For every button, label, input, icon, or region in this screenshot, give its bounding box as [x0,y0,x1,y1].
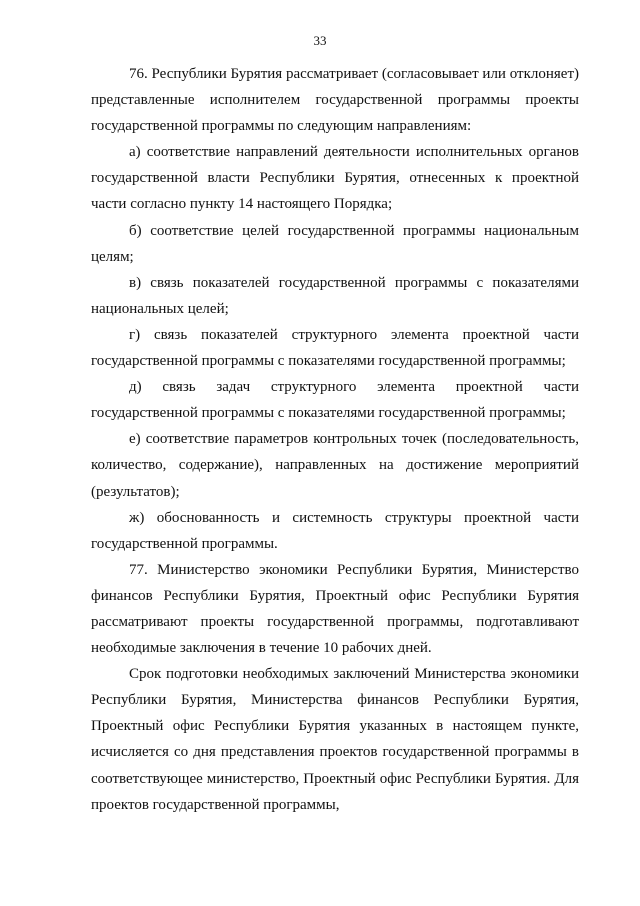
document-body [91,61,579,818]
item-v: в) связь показателей государственной программы с показателями национальных целей; [91,274,579,317]
item-g: г) связь показателей структурного элемента проектной части государственной программы с показателями государственной программы; [91,326,579,370]
paragraph-76: 76. Республики Бурятия рассматривает (согласовывает или отклоняет) представленные исполнителем государственной программы проекты государственной программы по следующим направлениям: [91,66,579,135]
page-number: 33 [313,33,327,48]
paragraph-deadline: Срок подготовки необходимых заключений Министерства экономики Республики Бурятия, Министерства финансов Республики Бурятия, Проектный офис Республики Бурятия указанных в настоящем пункте, исчисляется со дня представления проектов государственной программы в соответствующее министерство, Проектный офис Республики Бурятия. Для проектов государственной программы, [91,666,579,813]
item-d: д) связь задач структурного элемента проектной части государственной программы с показателями государственной программы; [91,379,579,422]
item-zh: ж) обоснованность и системность структуры проектной части государственной программы. [91,509,579,552]
item-e: е) соответствие параметров контрольных точек (последовательность, количество, содержание), направленных на достижение мероприятий (результатов); [91,431,579,500]
item-a: а) соответствие направлений деятельности исполнительных органов государственной власти Республики Бурятия, отнесенных к проектной части согласно пункту 14 настоящего Порядка; [91,144,579,213]
item-b: б) соответствие целей государственной программы национальным целям; [91,222,579,265]
paragraph-77: 77. Министерство экономики Республики Бурятия, Министерство финансов Республики Бурятия, Проектный офис Республики Бурятия рассматривают проекты государственной программы, подготавливают необходимые заключения в течение 10 рабочих дней. [91,561,579,657]
